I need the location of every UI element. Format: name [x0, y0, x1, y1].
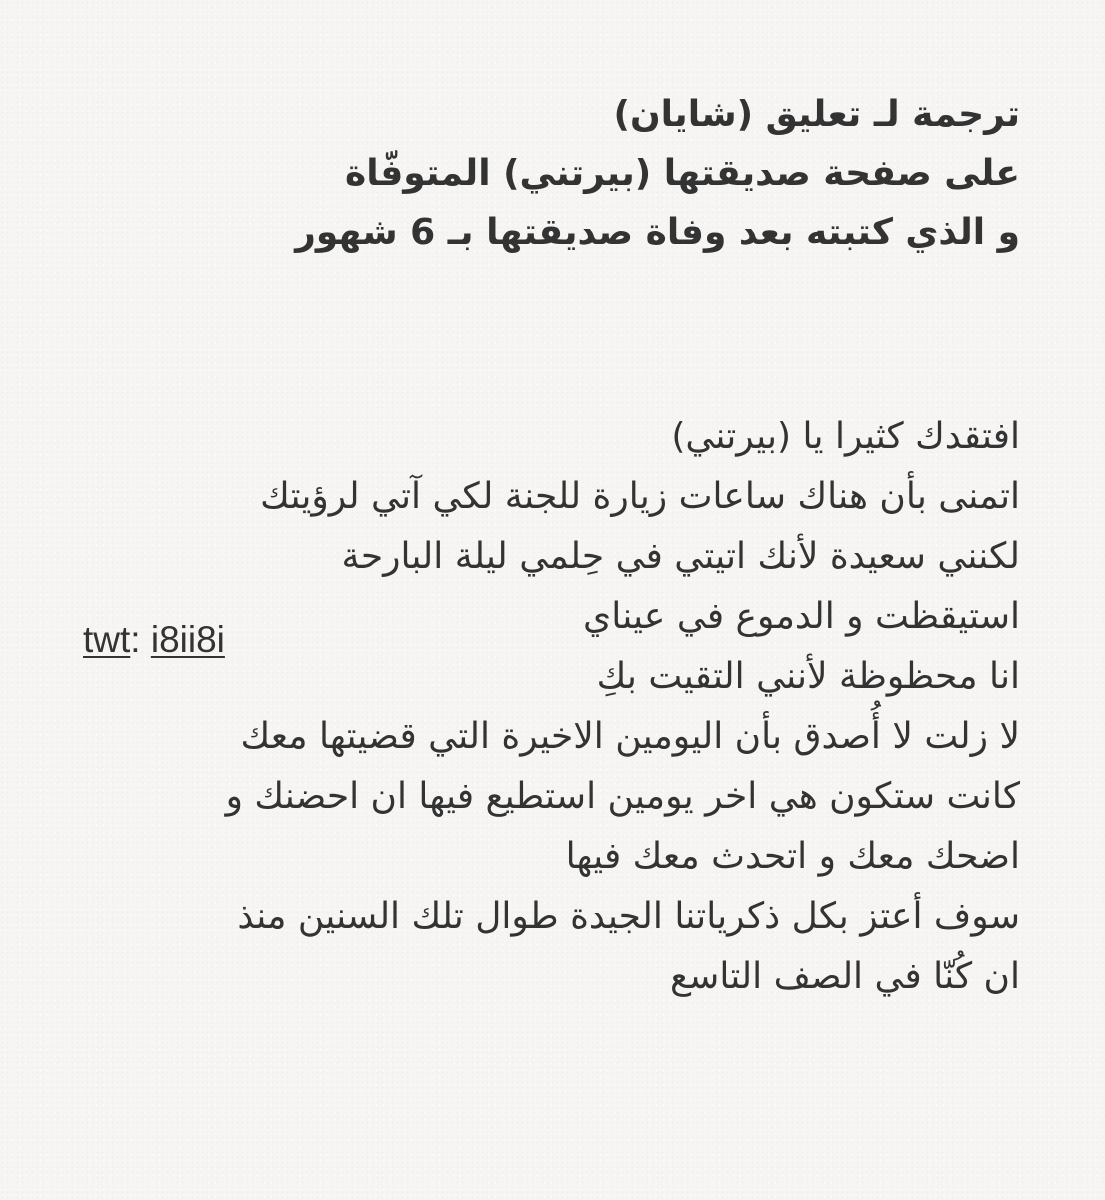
- heading-line-1: ترجمة لـ تعليق (شايان): [613, 94, 1020, 135]
- credit-handle: i8ii8i: [150, 619, 225, 660]
- body-line-5: انا محظوظة لأنني التقيت بكِ: [596, 656, 1020, 697]
- body-line-6: لا زلت لا أُصدق بأن اليومين الاخيرة التي قضيتها معك: [240, 716, 1020, 757]
- body-line-7: كانت ستكون هي اخر يومين استطيع فيها ان احضنك و: [225, 776, 1020, 817]
- body-line-1: افتقدك كثيرا يا (بيرتني): [671, 416, 1020, 457]
- note-heading: [60, 85, 1020, 262]
- body-line-10: ان كُنّا في الصف التاسع: [670, 956, 1020, 997]
- credit-separator: :: [130, 619, 151, 660]
- heading-line-3: و الذي كتبته بعد وفاة صديقتها بـ 6 شهور: [295, 212, 1020, 253]
- heading-line-2: على صفحة صديقتها (بيرتني) المتوفّاة: [344, 153, 1020, 194]
- body-line-9: سوف أعتز بكل ذكرياتنا الجيدة طوال تلك السنين منذ: [237, 896, 1020, 937]
- note-body: [60, 407, 1020, 1007]
- body-line-8: اضحك معك و اتحدث معك فيها: [565, 836, 1020, 877]
- body-line-3: لكنني سعيدة لأنك اتيتي في حِلمي ليلة البارحة: [341, 536, 1020, 577]
- body-line-4: استيقظت و الدموع في عيناي: [583, 596, 1020, 637]
- credit-label: twt: [83, 619, 131, 660]
- twitter-credit: [83, 610, 225, 670]
- body-line-2: اتمنى بأن هناك ساعات زيارة للجنة لكي آتي لرؤيتك: [260, 476, 1020, 517]
